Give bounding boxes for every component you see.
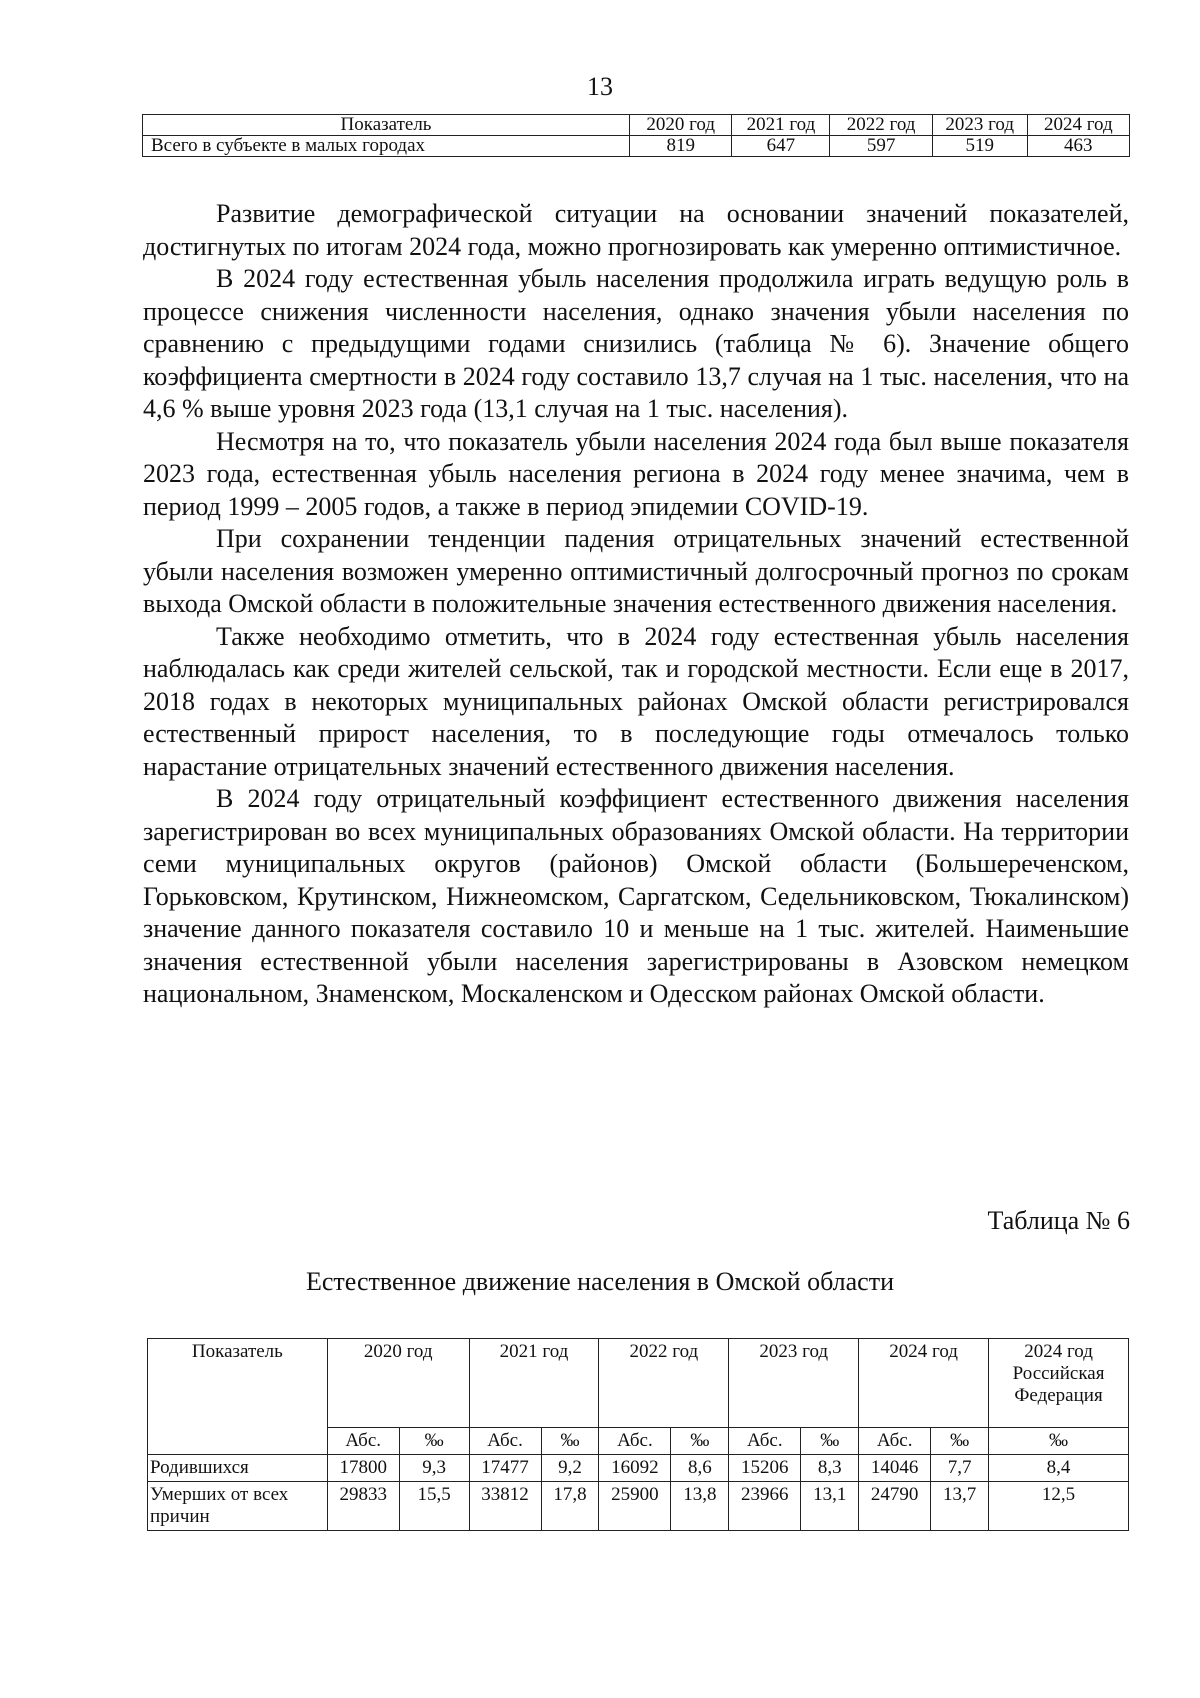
paragraph: Также необходимо отметить, что в 2024 году естественная убыль населения наблюдалась как среди жителей сельской, так и городской местности. Если еще в 2017, 2018 годах в некоторых муниципальных районах Омской области регистрировался естественный прирост населения, то в последующие годы отмечалось только нарастание отрицательных значений естественного движения населения. bbox=[143, 621, 1129, 781]
table-cell: 17477 bbox=[469, 1455, 541, 1482]
table-title: Естественное движение населения в Омской области bbox=[305, 1267, 894, 1296]
subheader-permille: ‰ bbox=[541, 1428, 599, 1455]
header-cell: 2021 год bbox=[732, 115, 830, 136]
table-cell-rf: 12,5 bbox=[989, 1482, 1129, 1531]
paragraph: Несмотря на то, что показатель убыли населения 2024 года был выше показателя 2023 года, естественная убыль населения региона в 2024 году менее значима, чем в период 1999 – 2005 годов, а также в период эпидемии COVID-19. bbox=[143, 426, 1129, 521]
subheader-abs: Абс. bbox=[599, 1428, 671, 1455]
table-cell: 8,3 bbox=[801, 1455, 859, 1482]
header-cell: 2022 год bbox=[830, 115, 932, 136]
table-cell: 519 bbox=[932, 136, 1027, 157]
table-cell: 819 bbox=[630, 136, 732, 157]
small-towns-table bbox=[142, 114, 1130, 157]
table-cell: 24790 bbox=[859, 1482, 931, 1531]
subheader-abs: Абс. bbox=[469, 1428, 541, 1455]
table-header-row bbox=[143, 115, 1130, 136]
table-cell: 13,8 bbox=[671, 1482, 729, 1531]
table-cell: 33812 bbox=[469, 1482, 541, 1531]
table-cell: 17,8 bbox=[541, 1482, 599, 1531]
table-cell-rf: 8,4 bbox=[989, 1455, 1129, 1482]
header-indicator: Показатель bbox=[148, 1339, 328, 1455]
subheader-permille: ‰ bbox=[989, 1428, 1129, 1455]
table-cell: 29833 bbox=[327, 1482, 399, 1531]
page-number: 13 bbox=[587, 72, 613, 101]
header-year: 2020 год bbox=[327, 1339, 469, 1428]
table-cell: 14046 bbox=[859, 1455, 931, 1482]
body-text bbox=[143, 198, 1129, 1011]
header-year: 2022 год bbox=[599, 1339, 729, 1428]
header-year: 2021 год bbox=[469, 1339, 599, 1428]
header-cell: 2023 год bbox=[932, 115, 1027, 136]
paragraph: В 2024 году естественная убыль населения продолжила играть ведущую роль в процессе снижения численности населения, однако значения убыли населения по сравнению с предыдущими годами снизились (таблица № 6). Значение общего коэффициента смертности в 2024 году составило 13,7 случая на 1 тыс. населения, что на 4,6 % выше уровня 2023 года (13,1 случая на 1 тыс. населения). bbox=[143, 264, 1129, 423]
table-cell: 23966 bbox=[729, 1482, 801, 1531]
table-row bbox=[143, 136, 1130, 157]
subheader-abs: Абс. bbox=[327, 1428, 399, 1455]
subheader-abs: Абс. bbox=[729, 1428, 801, 1455]
paragraph: Развитие демографической ситуации на основании значений показателей, достигнутых по итогам 2024 года, можно прогнозировать как умеренно оптимистичное. bbox=[143, 199, 1129, 261]
table-label: Таблица № 6 bbox=[987, 1206, 1130, 1235]
table-row bbox=[148, 1482, 1129, 1531]
row-label: Умерших от всех причин bbox=[148, 1482, 328, 1531]
header-year: 2024 год bbox=[859, 1339, 989, 1428]
table-cell: 8,6 bbox=[671, 1455, 729, 1482]
table-cell: 16092 bbox=[599, 1455, 671, 1482]
table-cell: 25900 bbox=[599, 1482, 671, 1531]
header-rf: 2024 год Российская Федерация bbox=[989, 1339, 1129, 1428]
table-cell: 13,7 bbox=[931, 1482, 989, 1531]
subheader-permille: ‰ bbox=[931, 1428, 989, 1455]
table-cell: 9,3 bbox=[399, 1455, 469, 1482]
header-cell: Показатель bbox=[143, 115, 630, 136]
table-cell: 9,2 bbox=[541, 1455, 599, 1482]
subheader-abs: Абс. bbox=[859, 1428, 931, 1455]
header-year: 2023 год bbox=[729, 1339, 859, 1428]
table-header-row bbox=[148, 1339, 1129, 1428]
subheader-permille: ‰ bbox=[801, 1428, 859, 1455]
header-cell: 2020 год bbox=[630, 115, 732, 136]
table-cell: 13,1 bbox=[801, 1482, 859, 1531]
row-label: Родившихся bbox=[148, 1455, 328, 1482]
paragraph: В 2024 году отрицательный коэффициент естественного движения населения зарегистрирован во всех муниципальных образованиях Омской области. На территории семи муниципальных округов (районов) Омской области (Большереченском, Горьковском, Крутинском, Нижнеомском, Саргатском, Седельниковском, Тюкалинском) значение данного показателя составило 10 и меньше на 1 тыс. жителей. Наименьшие значения естественной убыли населения зарегистрированы в Азовском немецком национальном, Знаменском, Москаленском и Одесском районах Омской области. bbox=[143, 784, 1129, 1008]
table-cell: 463 bbox=[1027, 136, 1129, 157]
table-cell: 7,7 bbox=[931, 1455, 989, 1482]
table-cell: 15,5 bbox=[399, 1482, 469, 1531]
table-cell: 17800 bbox=[327, 1455, 399, 1482]
paragraph: При сохранении тенденции падения отрицательных значений естественной убыли населения возможен умеренно оптимистичный долгосрочный прогноз по срокам выхода Омской области в положительные значения естественного движения населения. bbox=[143, 524, 1129, 618]
table-cell: 647 bbox=[732, 136, 830, 157]
table-row bbox=[148, 1455, 1129, 1482]
subheader-permille: ‰ bbox=[671, 1428, 729, 1455]
table-cell: 597 bbox=[830, 136, 932, 157]
row-label: Всего в субъекте в малых городах bbox=[143, 136, 630, 157]
natural-movement-table bbox=[147, 1338, 1129, 1531]
table-cell: 15206 bbox=[729, 1455, 801, 1482]
subheader-permille: ‰ bbox=[399, 1428, 469, 1455]
header-cell: 2024 год bbox=[1027, 115, 1129, 136]
